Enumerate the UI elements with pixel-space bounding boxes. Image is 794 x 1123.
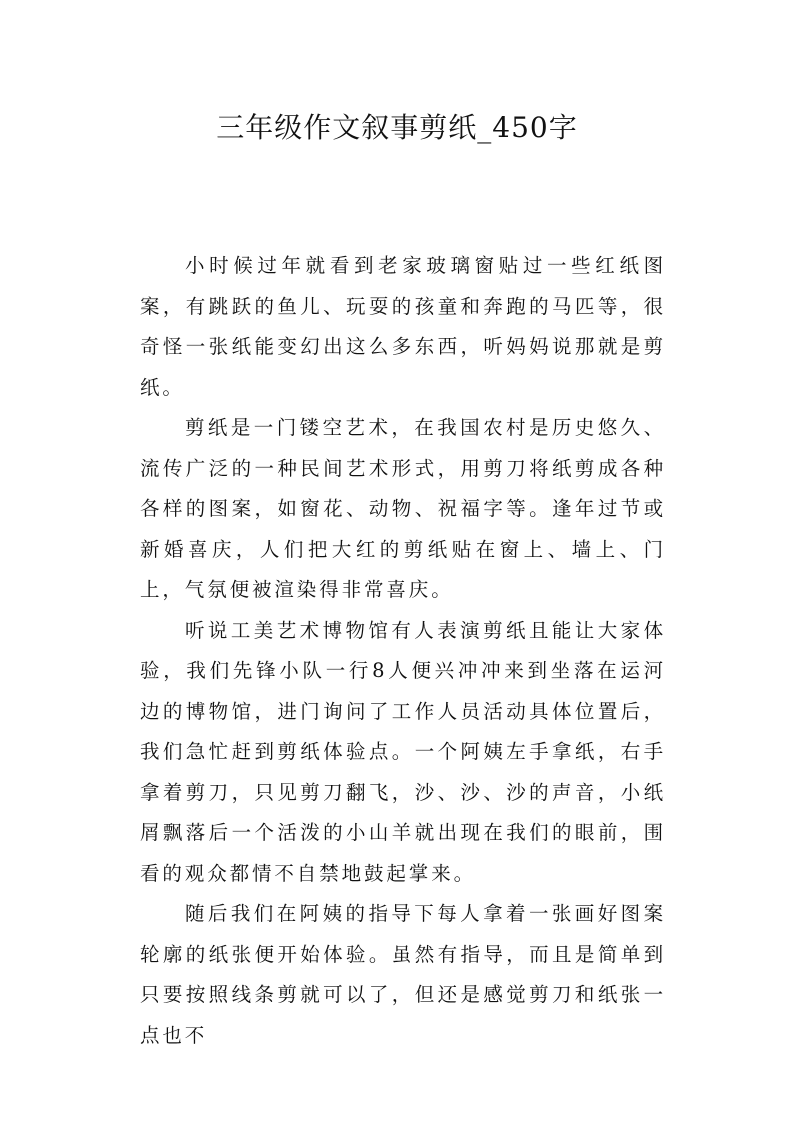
paragraph-4: 随后我们在阿姨的指导下每人拿着一张画好图案轮廓的纸张便开始体验。虽然有指导，而且是简单到只要按照线条剪就可以了，但还是感觉剪刀和纸张一点也不 xyxy=(140,902,666,1047)
document-body xyxy=(140,246,666,1056)
paragraph-2: 剪纸是一门镂空艺术，在我国农村是历史悠久、流传广泛的一种民间艺术形式，用剪刀将纸剪成各种各样的图案，如窗花、动物、祝福字等。逢年过节或新婚喜庆，人们把大红的剪纸贴在窗上、墙上、门上，气氛便被渲染得非常喜庆。 xyxy=(140,416,666,601)
document-title: 三年级作文叙事剪纸_450字 xyxy=(216,111,578,144)
paragraph-1: 小时候过年就看到老家玻璃窗贴过一些红纸图案，有跳跃的鱼儿、玩耍的孩童和奔跑的马匹等，很奇怪一张纸能变幻出这么多东西，听妈妈说那就是剪纸。 xyxy=(140,254,666,399)
paragraph-3: 听说工美艺术博物馆有人表演剪纸且能让大家体验，我们先锋小队一行8人便兴冲冲来到坐落在运河边的博物馆，进门询问了工作人员活动具体位置后，我们急忙赶到剪纸体验点。一个阿姨左手拿纸，右手拿着剪刀，只见剪刀翻飞，沙、沙、沙的声音，小纸屑飘落后一个活泼的小山羊就出现在我们的眼前，围看的观众都情不自禁地鼓起掌来。 xyxy=(140,618,666,885)
